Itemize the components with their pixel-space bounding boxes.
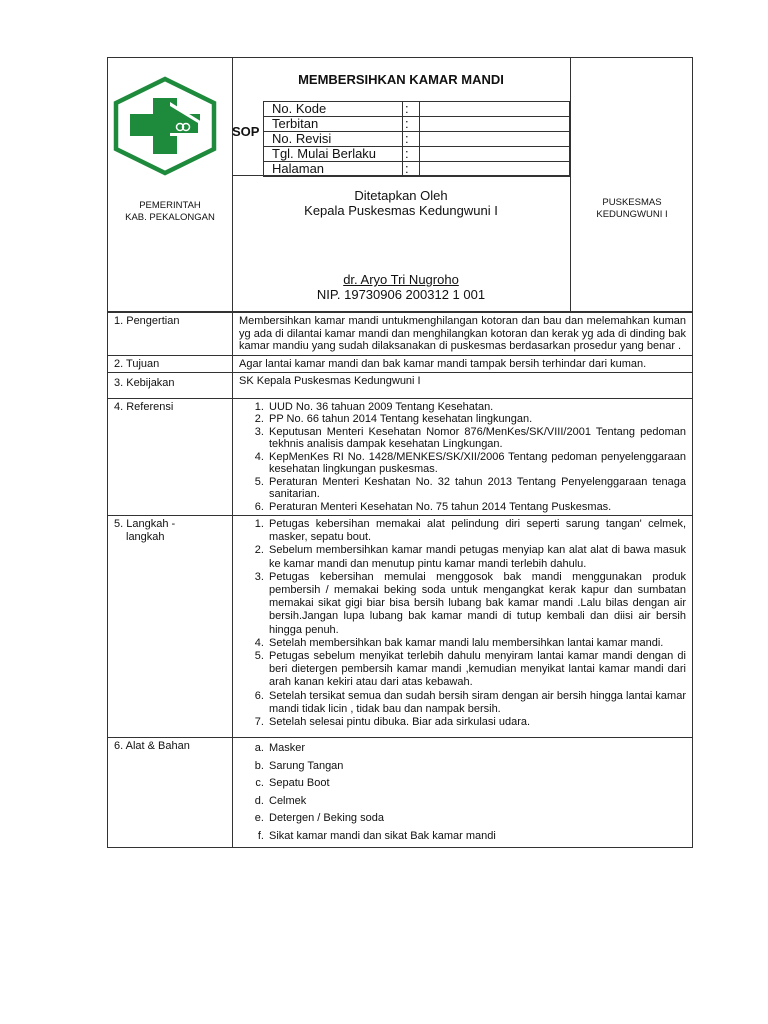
header-hline <box>232 175 570 176</box>
langkah-label <box>108 516 233 738</box>
signer-nip: NIP. 19730906 200312 1 001 <box>316 287 486 302</box>
field-row <box>264 132 570 147</box>
langkah-item: 5. Petugas sebelum menyikat terlebih dahulu menyiram lantai kamar mandi dengan di beri dietergen pembersih kamar mandi ,kemudian menyikat lantai kamar mandi dari arah kanan kekiri atau dari atas kebawah. <box>267 650 686 690</box>
alat-item: c. Sepatu Boot <box>267 775 686 793</box>
referensi-item: 2. PP No. 66 tahun 2014 Tentang kesehatan lingkungan. <box>267 413 686 426</box>
right-org-line2: KEDUNGWUNI I <box>596 209 668 220</box>
referensi-label: 4. Referensi <box>108 398 233 516</box>
referensi-item: 3. Keputusan Menteri Kesehatan Nomor 876/MenKes/SK/VIII/2001 Tentang pedoman tekhnis analisis dampak kesehatan Lingkungan. <box>267 426 686 451</box>
langkah-cell <box>233 516 693 738</box>
document-title: MEMBERSIHKAN KAMAR MANDI <box>298 72 504 87</box>
langkah-item: 4. Setelah membersihkan bak kamar mandi lalu membersihkan lantai kamar mandi. <box>267 637 686 650</box>
field-separator: : <box>403 132 420 147</box>
field-label: Halaman <box>264 162 403 177</box>
field-row <box>264 147 570 162</box>
referensi-item: 4. KepMenKes RI No. 1428/MENKES/SK/XII/2006 Tentang pedoman penyelenggaraan kesehatan lingkungan puskesmas. <box>267 451 686 476</box>
row-alat <box>108 738 693 848</box>
field-label: Terbitan <box>264 117 403 132</box>
field-row <box>264 102 570 117</box>
row-tujuan <box>108 355 693 373</box>
referensi-cell <box>233 398 693 516</box>
field-value <box>420 147 570 162</box>
header-divider-right <box>570 58 571 311</box>
sop-header <box>107 57 693 312</box>
field-separator: : <box>403 117 420 132</box>
alat-item: d. Celmek <box>267 793 686 811</box>
field-separator: : <box>403 102 420 117</box>
tujuan-text: Agar lantai kamar mandi dan bak kamar mandi tampak bersih terhindar dari kuman. <box>233 355 693 373</box>
langkah-item: 3. Petugas kebersihan memulai menggosok bak mandi menggunakan produk pembersih / memakai beking soda untuk mengangkat kerak kapur dan sumbatan memakai sikat gigi biar bisa bersih lubang bak kamar mandi .Lalu bilas dengan air bersih.Jangan lupa lubang bak kamar mandi di tutup kembali dan diisi air bersih hingga penuh. <box>267 571 686 637</box>
field-separator: : <box>403 147 420 162</box>
referensi-item: 1. UUD No. 36 tahuan 2009 Tentang Kesehatan. <box>267 401 686 414</box>
left-org-label <box>108 200 232 224</box>
ditetapkan-label: Ditetapkan Oleh <box>354 188 448 203</box>
field-value <box>420 102 570 117</box>
puskesmas-logo-icon <box>110 76 220 176</box>
alat-list <box>239 740 686 845</box>
right-org-label <box>570 197 694 221</box>
referensi-item: 6. Peraturan Menteri Kesehatan No. 75 tahun 2014 Tentang Puskesmas. <box>267 501 686 514</box>
document-fields-table <box>263 101 570 177</box>
pengertian-text: Membersihkan kamar mandi untukmenghilangan kotoran dan bau dan melemahkan kuman yg ada di dilantai kamar mandi dan menghilangkan kotoran dan kerak yg ada di dinding bak kamar mandiu yang sudah dilaksanakan di puskesmas berdasarkan prosedur yang benar . <box>233 313 693 356</box>
kepala-label: Kepala Puskesmas Kedungwuni I <box>304 203 498 218</box>
langkah-label-line1: 5. Langkah - <box>114 518 176 530</box>
sop-body-table <box>107 312 693 848</box>
row-pengertian <box>108 313 693 356</box>
field-label: No. Kode <box>264 102 403 117</box>
alat-item: b. Sarung Tangan <box>267 758 686 776</box>
langkah-item: 1. Petugas kebersihan memakai alat pelindung diri seperti sarung tangan' celmek, masker, sepatu bout. <box>267 518 686 544</box>
referensi-list <box>239 401 686 514</box>
sop-document <box>107 57 693 877</box>
pengertian-label: 1. Pengertian <box>108 313 233 356</box>
alat-item: f. Sikat kamar mandi dan sikat Bak kamar mandi <box>267 828 686 846</box>
field-separator: : <box>403 162 420 177</box>
kebijakan-label: 3. Kebijakan <box>108 373 233 399</box>
field-label: No. Revisi <box>264 132 403 147</box>
langkah-label-line2: langkah <box>126 530 165 543</box>
tujuan-label: 2. Tujuan <box>108 355 233 373</box>
alat-item: e. Detergen / Beking soda <box>267 810 686 828</box>
alat-item: a. Masker <box>267 740 686 758</box>
langkah-item: 7. Setelah selesai pintu dibuka. Biar ada sirkulasi udara. <box>267 716 686 729</box>
left-org-line2: KAB. PEKALONGAN <box>125 212 215 223</box>
langkah-item: 2. Sebelum membersihkan kamar mandi petugas menyiap kan alat alat di bawa masuk ke kamar mandi dan menutup pintu kamar mandi terlebih dahulu. <box>267 544 686 570</box>
signer-name: dr. Aryo Tri Nugroho <box>343 272 459 287</box>
field-value <box>420 132 570 147</box>
right-org-line1: PUSKESMAS <box>602 197 662 208</box>
field-label: Tgl. Mulai Berlaku <box>264 147 403 162</box>
langkah-item: 6. Setelah tersikat semua dan sudah bersih siram dengan air bersih hingga lantai kamar mandi tidak licin , tidak bau dan nampak bersih. <box>267 690 686 716</box>
referensi-item: 5. Peraturan Menteri Keshatan No. 32 tahun 2013 Tentang Penyelenggaraan tenaga sanitarian. <box>267 476 686 501</box>
langkah-list <box>239 518 686 729</box>
field-row <box>264 117 570 132</box>
kebijakan-text: SK Kepala Puskesmas Kedungwuni I <box>233 373 693 399</box>
alat-cell <box>233 738 693 848</box>
row-kebijakan <box>108 373 693 399</box>
sop-label: SOP <box>232 124 260 139</box>
field-value <box>420 117 570 132</box>
left-org-line1: PEMERINTAH <box>139 200 201 211</box>
row-langkah <box>108 516 693 738</box>
row-referensi <box>108 398 693 516</box>
alat-label: 6. Alat & Bahan <box>108 738 233 848</box>
